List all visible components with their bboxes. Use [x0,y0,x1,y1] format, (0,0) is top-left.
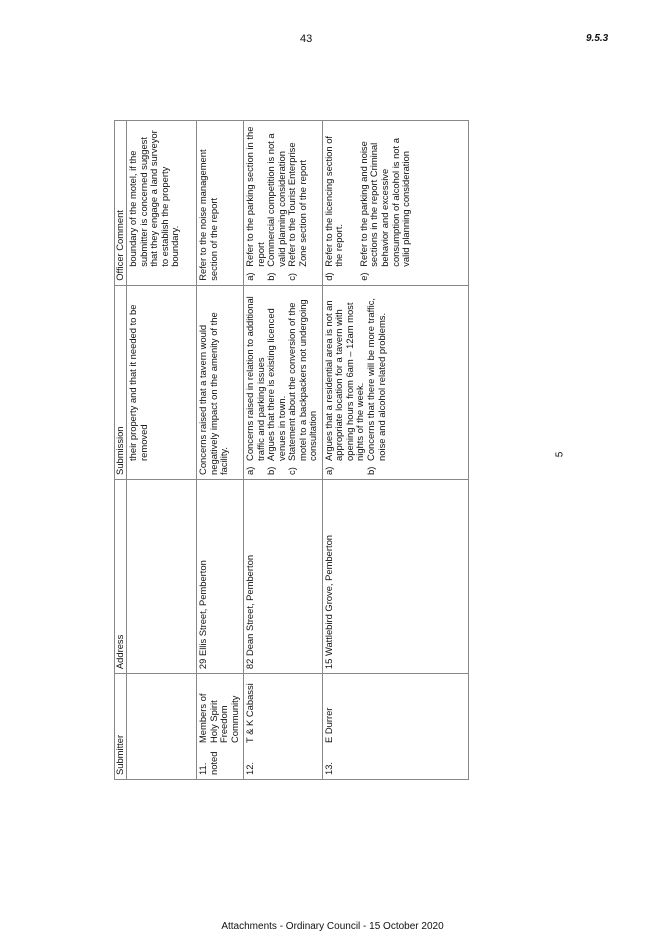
officer-comment-text: boundary of the motel, if the submitter is concerned suggest that they engage a land surveyor to establish the property boundary. [127,130,181,267]
table-row [322,121,468,780]
agenda-item-reference: 9.5.3 [586,33,609,44]
cell-submission [127,285,197,479]
list-item: b) Concerns that there will be more traffic, noise and alcohol related problems. [364,298,387,475]
cell-officer-comment: Refer to the noise management section of the report [197,121,244,286]
table-row-continued [127,121,197,780]
submitter-name: Members of Holy Spirit Freedom Community [197,693,240,743]
header-submitter: Submitter [115,674,127,780]
table-row [197,121,244,780]
header-submission: Submission [115,285,127,479]
header-officer-comment: Officer Comment [115,121,127,286]
submitter-number: 12. [244,761,256,775]
submitter-number: 13. [322,761,334,775]
submitter-name: E Durrer [322,707,334,743]
table-row [244,121,323,780]
cell-submitter [244,674,323,780]
page-number: 43 [300,33,313,45]
list-item: a) Refer to the parking section in the report [244,126,266,281]
list-item: e) Refer to the parking and noise sections in the report Criminal behavior and excessive consumption of alcohol is not a valid planning consideration [357,138,412,281]
cell-submitter [197,674,244,780]
list-item: a) Argues that a residential area is not an appropriate location for a tavern with opening hours from 6am – 12am most nights of the week. [322,300,366,475]
cell-submitter [127,674,197,780]
submissions-table-region [114,120,534,780]
inner-page-number: 5 [554,451,566,458]
list-item: b) Argues that there is existing licenced venues in town. [265,308,287,475]
cell-officer-comment [322,121,468,286]
submitter-number: 11. noted [197,751,219,775]
cell-submission [244,285,323,479]
submissions-table [114,120,469,780]
list-item: c) Refer to the Tourist Enterprise Zone section of the report [286,142,308,281]
cell-officer-comment [244,121,323,286]
submissions-table-rotated [114,120,534,780]
submission-text: their property and that it needed to be removed [127,304,149,461]
cell-address: 82 Dean Street, Pemberton [244,479,323,673]
list-item: c) Statement about the conversion of the motel to a backpackers not undergoing consultation [286,299,319,475]
list-item: b) Commercial competition is not a valid planning consideration [265,133,287,281]
cell-submitter [322,674,468,780]
cell-address: 29 Ellis Street, Pemberton [197,479,244,673]
list-item: a) Concerns raised in relation to additional traffic and parking issues [244,296,266,475]
cell-address: 15 Wattlebird Grove, Pemberton [322,479,468,673]
table-header-row [115,121,127,780]
header-address: Address [115,479,127,673]
cell-submission: Concerns raised that a tavern would negatively impact on the amenity of the facility. [197,285,244,479]
cell-officer-comment [127,121,197,286]
list-item: d) Refer to the licencing section of the report. [322,135,345,281]
cell-address [127,479,197,673]
submitter-name: T & K Cabassi [244,683,256,743]
cell-submission [322,285,468,479]
page-footer: Attachments - Ordinary Council - 15 October 2020 [221,921,444,932]
